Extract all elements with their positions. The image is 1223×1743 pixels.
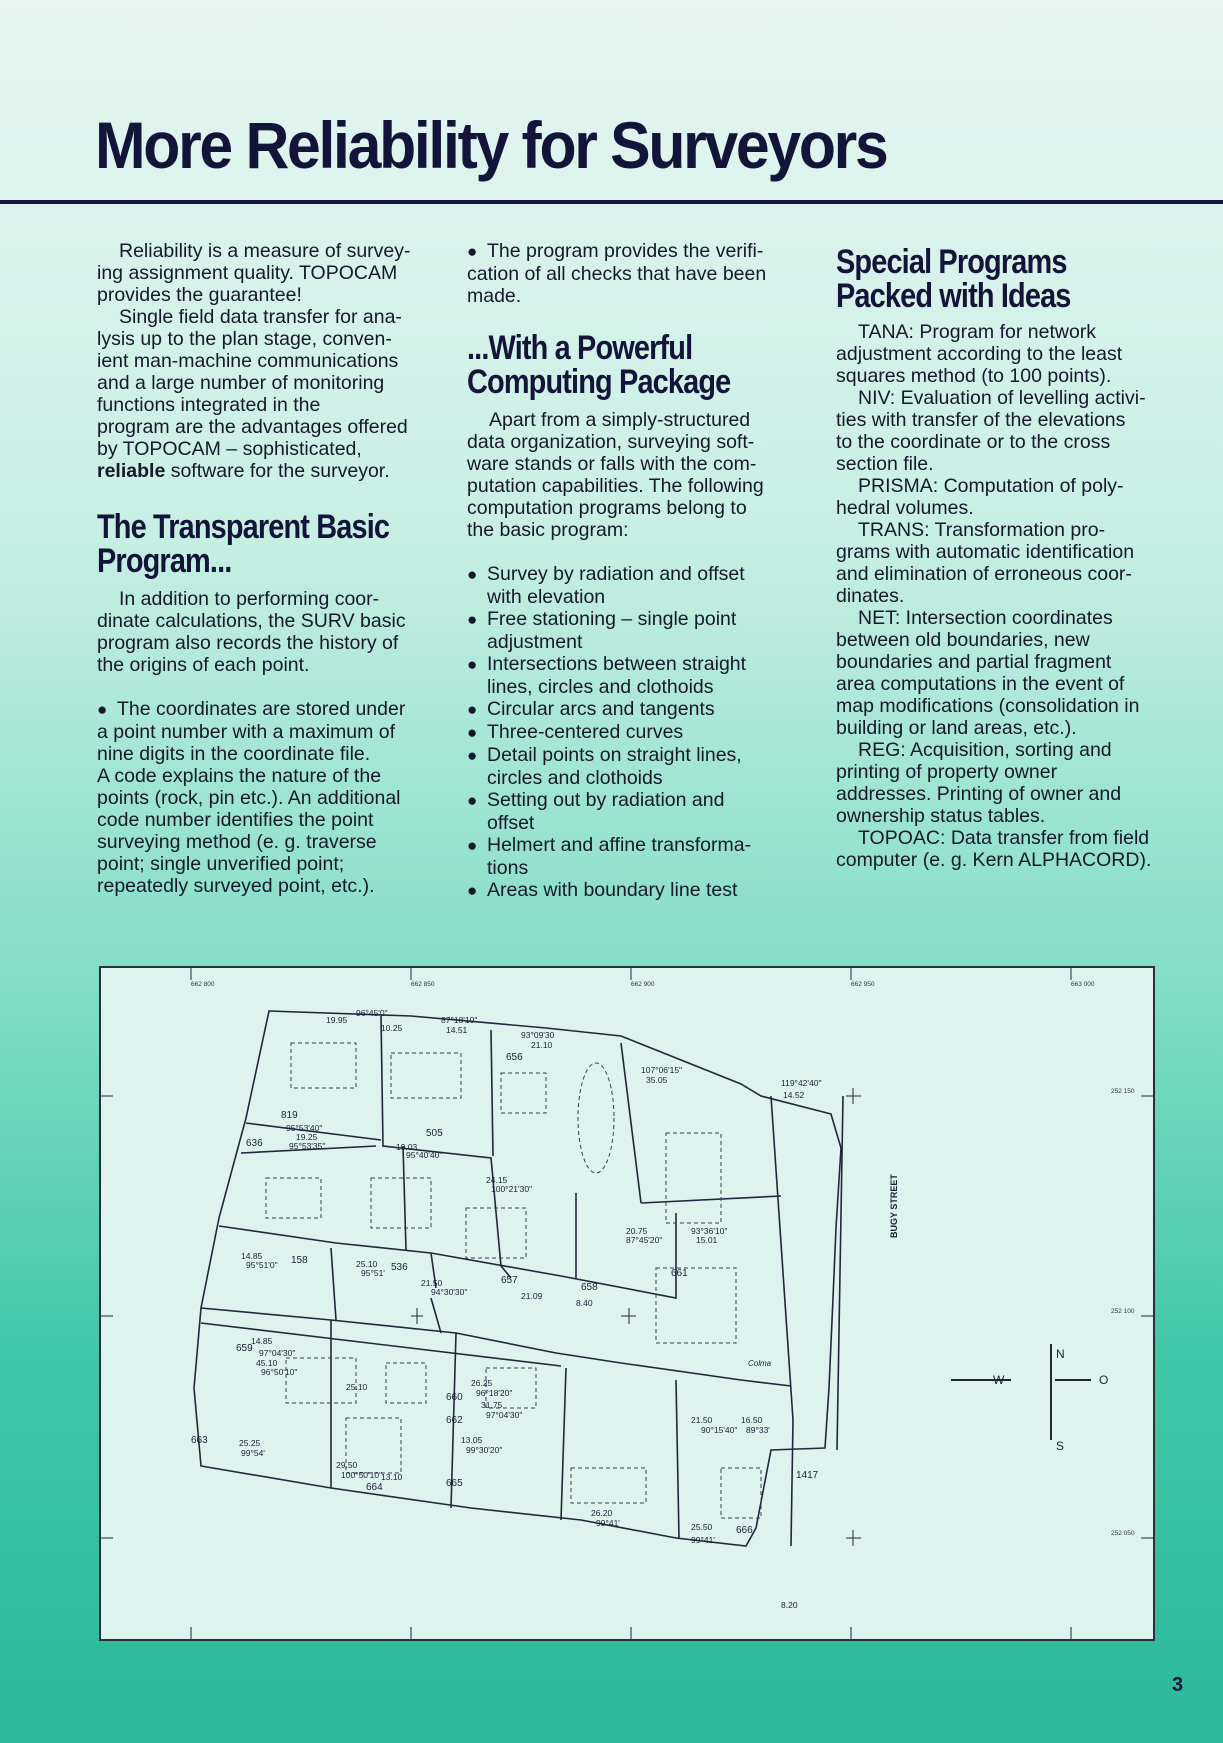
boundary-measure: 99°41' bbox=[691, 1535, 715, 1545]
boundary-measure: 94°30'30" bbox=[431, 1287, 468, 1297]
boundary-measure: 96°18'20" bbox=[476, 1388, 513, 1398]
page-number: 3 bbox=[1172, 1674, 1184, 1696]
parcel-number: 656 bbox=[506, 1052, 523, 1063]
intro-line: Reliability is a measure of survey- bbox=[119, 240, 411, 262]
parcel-number: 658 bbox=[581, 1282, 598, 1293]
boundary-measure: 25.10 bbox=[356, 1259, 378, 1269]
boundary-measure: 15.01 bbox=[696, 1235, 718, 1245]
bullet-icon bbox=[467, 879, 487, 902]
bullet-item bbox=[467, 563, 817, 586]
program-line: ownership status tables. bbox=[836, 805, 1046, 827]
body-line: functions integrated in the bbox=[97, 394, 321, 416]
body-line: made. bbox=[467, 285, 522, 307]
body-line: code number identifies the point bbox=[97, 809, 374, 831]
boundary-measure: 16.50 bbox=[741, 1415, 763, 1425]
map-drawing bbox=[101, 968, 1153, 1639]
bullet-text: adjustment bbox=[487, 631, 583, 653]
intro-line: ing assignment quality. TOPOCAM bbox=[97, 262, 398, 284]
program-line: area computations in the event of bbox=[836, 673, 1125, 695]
column-3 bbox=[836, 245, 1188, 871]
program-line: grams with automatic identification bbox=[836, 541, 1135, 563]
body-line: and a large number of monitoring bbox=[97, 372, 385, 394]
boundary-measure: 29.50 bbox=[336, 1460, 358, 1470]
bullet-continuation bbox=[467, 857, 817, 879]
body-line: dinate calculations, the SURV basic bbox=[97, 610, 406, 632]
body-line: nine digits in the coordinate file. bbox=[97, 743, 371, 765]
body-line: ware stands or falls with the com- bbox=[467, 453, 757, 475]
program-line: TANA: Program for network bbox=[858, 321, 1097, 343]
bullet-item bbox=[467, 834, 817, 857]
boundary-measure: 10.25 bbox=[381, 1023, 403, 1033]
program-line: TOPOAC: Data transfer from field bbox=[858, 827, 1150, 849]
boundary-measure: 45.10 bbox=[256, 1358, 278, 1368]
title-rule bbox=[0, 200, 1223, 204]
boundary-measure: 100°50'10" bbox=[341, 1470, 383, 1480]
compass-n: N bbox=[1056, 1347, 1065, 1361]
page-title: More Reliability for Surveyors bbox=[95, 108, 887, 182]
boundary-measure: 97°04'30" bbox=[259, 1348, 296, 1358]
column-1 bbox=[97, 240, 447, 897]
boundary-measure: 14.85 bbox=[251, 1336, 273, 1346]
bullet-text: Areas with boundary line test bbox=[487, 879, 738, 901]
body-line: program are the advantages offered bbox=[97, 416, 408, 438]
bullet-continuation bbox=[467, 767, 817, 789]
boundary-measure: 31.75 bbox=[481, 1400, 503, 1410]
boundary-measure: 21.50 bbox=[421, 1278, 443, 1288]
bullet-icon bbox=[467, 698, 487, 721]
bullet-icon bbox=[467, 676, 487, 698]
bullet-text: tions bbox=[487, 857, 529, 879]
boundary-measure: 25.25 bbox=[239, 1438, 261, 1448]
boundary-measure: 8.20 bbox=[781, 1600, 798, 1610]
boundary-measure: 25.10 bbox=[346, 1382, 368, 1392]
boundary-measure: 19.03 bbox=[396, 1142, 418, 1152]
body-line: computation programs belong to bbox=[467, 497, 747, 519]
bullet-text: Intersections between straight bbox=[487, 653, 747, 675]
parcel-number: 158 bbox=[291, 1255, 308, 1266]
bullet-text: lines, circles and clothoids bbox=[487, 676, 714, 698]
program-line: addresses. Printing of owner and bbox=[836, 783, 1122, 805]
boundary-measure: 96°50'10" bbox=[261, 1367, 298, 1377]
bullet-text: The program provides the verifi- bbox=[487, 240, 764, 262]
body-line: lysis up to the plan stage, conven- bbox=[97, 328, 392, 350]
boundary-measure: 99°41' bbox=[596, 1518, 620, 1528]
bullet-icon bbox=[467, 857, 487, 879]
program-line: TRANS: Transformation pro- bbox=[858, 519, 1106, 541]
section-heading: Computing Package bbox=[467, 363, 731, 401]
bullet-item bbox=[467, 653, 817, 676]
bullet-item bbox=[467, 744, 817, 767]
compass-w: W bbox=[993, 1373, 1005, 1387]
boundary-measure: 20.75 bbox=[626, 1226, 648, 1236]
boundary-measure: 95°51' bbox=[361, 1268, 385, 1278]
program-list bbox=[467, 563, 817, 902]
boundary-measure: 89°33' bbox=[746, 1425, 770, 1435]
bullet-text: Helmert and affine transforma- bbox=[487, 834, 752, 856]
boundary-measure: 19.25 bbox=[296, 1132, 318, 1142]
grid-coordinate: 662 950 bbox=[851, 981, 875, 988]
bullet-icon bbox=[467, 240, 487, 263]
bullet-text: Survey by radiation and offset bbox=[487, 563, 745, 585]
program-line: NET: Intersection coordinates bbox=[858, 607, 1113, 629]
bullet-icon bbox=[467, 767, 487, 789]
parcel-number: 1417 bbox=[796, 1470, 819, 1481]
program-line: adjustment according to the least bbox=[836, 343, 1123, 365]
parcel-number: 659 bbox=[236, 1343, 253, 1354]
bullet-item bbox=[467, 721, 817, 744]
boundary-measure: 8.40 bbox=[576, 1298, 593, 1308]
bullet-icon bbox=[467, 608, 487, 631]
program-line: PRISMA: Computation of poly- bbox=[858, 475, 1124, 497]
boundary-measure: 35.05 bbox=[646, 1075, 668, 1085]
program-descriptions bbox=[836, 321, 1188, 871]
program-line: computer (e. g. Kern ALPHACORD). bbox=[836, 849, 1152, 871]
parcel-number: 660 bbox=[446, 1392, 463, 1403]
boundary-measure: 97°04'30" bbox=[486, 1410, 523, 1420]
boundary-measure: 107°06'15" bbox=[641, 1065, 683, 1075]
program-line: and elimination of erroneous coor- bbox=[836, 563, 1132, 585]
body-line: point; single unverified point; bbox=[97, 853, 345, 875]
body-text: software for the surveyor. bbox=[165, 460, 390, 482]
bullet-item bbox=[467, 879, 817, 902]
body-line: the basic program: bbox=[467, 519, 629, 541]
parcel-number: 666 bbox=[736, 1525, 753, 1536]
parcel-number: 657 bbox=[501, 1275, 518, 1286]
boundary-measure: 26.25 bbox=[471, 1378, 493, 1388]
bullet-icon bbox=[467, 789, 487, 812]
boundary-measure: 100°21'30" bbox=[491, 1184, 533, 1194]
grid-coordinate: 662 900 bbox=[631, 981, 655, 988]
bullet-text: with elevation bbox=[487, 586, 606, 608]
boundary-measure: 14.85 bbox=[241, 1251, 263, 1261]
boundary-measure: 90°15'40" bbox=[701, 1425, 738, 1435]
grid-coordinate: 252 150 bbox=[1111, 1088, 1135, 1095]
column-2 bbox=[467, 240, 817, 902]
boundary-measure: 87°45'20" bbox=[626, 1235, 663, 1245]
compass-s: S bbox=[1056, 1439, 1065, 1453]
boundary-measure: 21.50 bbox=[691, 1415, 713, 1425]
bullet-icon bbox=[467, 631, 487, 653]
bullet-continuation bbox=[467, 586, 817, 608]
body-line: the origins of each point. bbox=[97, 654, 310, 676]
bullet-item bbox=[97, 698, 447, 721]
body-line: Single field data transfer for ana- bbox=[119, 306, 402, 328]
boundary-measure: 21.10 bbox=[531, 1040, 553, 1050]
bullet-text: Free stationing – single point bbox=[487, 608, 737, 630]
boundary-measure: 87°18'10" bbox=[441, 1015, 478, 1025]
grid-coordinate: 662 850 bbox=[411, 981, 435, 988]
boundary-measure: 13.10 bbox=[381, 1472, 403, 1482]
bullet-item bbox=[467, 698, 817, 721]
program-line: between old boundaries, new bbox=[836, 629, 1090, 651]
grid-coordinate: 252 100 bbox=[1111, 1308, 1135, 1315]
body-line: putation capabilities. The following bbox=[467, 475, 764, 497]
program-line: ties with transfer of the elevations bbox=[836, 409, 1126, 431]
parcel-number: 661 bbox=[671, 1268, 688, 1279]
program-line: boundaries and partial fragment bbox=[836, 651, 1112, 673]
grid-coordinate: 662 800 bbox=[191, 981, 215, 988]
parcel-number: 662 bbox=[446, 1415, 463, 1426]
bullet-item bbox=[467, 789, 817, 812]
parcel-number: 636 bbox=[246, 1138, 263, 1149]
boundary-measure: 96°45'0" bbox=[356, 1008, 388, 1018]
program-line: to the coordinate or to the cross bbox=[836, 431, 1111, 453]
boundary-measure: 99°30'20" bbox=[466, 1445, 503, 1455]
bullet-text: offset bbox=[487, 812, 535, 834]
section-heading: ...With a Powerful bbox=[467, 329, 693, 367]
program-line: printing of property owner bbox=[836, 761, 1058, 783]
boundary-measure: 14.51 bbox=[446, 1025, 468, 1035]
boundary-measure: 95°51'0" bbox=[246, 1260, 278, 1270]
parcel-number: 664 bbox=[366, 1482, 383, 1493]
boundary-measure: 14.52 bbox=[783, 1090, 805, 1100]
parcel-number: 505 bbox=[426, 1128, 443, 1139]
intro-line: provides the guarantee! bbox=[97, 284, 302, 306]
section-heading: Special Programs bbox=[836, 243, 1067, 281]
body-line: points (rock, pin etc.). An additional bbox=[97, 787, 401, 809]
body-line: repeatedly surveyed point, etc.). bbox=[97, 875, 375, 897]
bullet-text: Three-centered curves bbox=[487, 721, 684, 743]
program-line: NIV: Evaluation of levelling activi- bbox=[858, 387, 1146, 409]
bold-word: reliable bbox=[97, 460, 166, 482]
program-line: REG: Acquisition, sorting and bbox=[858, 739, 1112, 761]
boundary-measure: 25.50 bbox=[691, 1522, 713, 1532]
program-line: hedral volumes. bbox=[836, 497, 974, 519]
body-line: program also records the history of bbox=[97, 632, 399, 654]
body-line: cation of all checks that have been bbox=[467, 263, 767, 285]
body-line: ient man-machine communications bbox=[97, 350, 399, 372]
parcel-number: 536 bbox=[391, 1262, 408, 1273]
compass-e: O bbox=[1099, 1373, 1109, 1387]
parcel-number: 665 bbox=[446, 1478, 463, 1489]
program-line: section file. bbox=[836, 453, 934, 475]
boundary-measure: 26.20 bbox=[591, 1508, 613, 1518]
bullet-icon bbox=[467, 721, 487, 744]
bullet-text: Setting out by radiation and bbox=[487, 789, 725, 811]
bullet-text: Circular arcs and tangents bbox=[487, 698, 715, 720]
section-heading: Program... bbox=[97, 542, 232, 580]
section-heading: Packed with Ideas bbox=[836, 277, 1071, 315]
boundary-measure: 93°36'10" bbox=[691, 1226, 728, 1236]
body-line: surveying method (e. g. traverse bbox=[97, 831, 377, 853]
bullet-icon bbox=[467, 834, 487, 857]
program-line: map modifications (consolidation in bbox=[836, 695, 1140, 717]
bullet-text: circles and clothoids bbox=[487, 767, 663, 789]
boundary-measure: 119°42'40" bbox=[781, 1078, 822, 1088]
house-label: Colma bbox=[748, 1359, 772, 1368]
parcel-number: 663 bbox=[191, 1435, 208, 1446]
street-label: BUGY STREET bbox=[889, 1174, 899, 1238]
bullet-icon bbox=[467, 563, 487, 586]
boundary-measure: 21.09 bbox=[521, 1291, 543, 1301]
bullet-icon bbox=[467, 744, 487, 767]
body-line bbox=[97, 460, 447, 482]
parcel-number: 819 bbox=[281, 1110, 298, 1121]
boundary-measure: 95°40'40" bbox=[406, 1150, 443, 1160]
bullet-continuation bbox=[467, 812, 817, 834]
bullet-item bbox=[467, 240, 817, 263]
section-heading: The Transparent Basic bbox=[97, 508, 390, 546]
bullet-item bbox=[467, 608, 817, 631]
body-line: a point number with a maximum of bbox=[97, 721, 396, 743]
boundary-measure: 95°53'40" bbox=[286, 1123, 323, 1133]
body-line: data organization, surveying soft- bbox=[467, 431, 755, 453]
boundary-measure: 13.05 bbox=[461, 1435, 483, 1445]
bullet-icon bbox=[97, 698, 117, 721]
bullet-text: The coordinates are stored under bbox=[117, 698, 406, 720]
program-line: squares method (to 100 points). bbox=[836, 365, 1112, 387]
body-line: by TOPOCAM – sophisticated, bbox=[97, 438, 362, 460]
body-line: In addition to performing coor- bbox=[119, 588, 380, 610]
body-line: A code explains the nature of the bbox=[97, 765, 382, 787]
bullet-continuation bbox=[467, 631, 817, 653]
boundary-measure: 19.95 bbox=[326, 1015, 348, 1025]
bullet-icon bbox=[467, 653, 487, 676]
bullet-continuation bbox=[467, 676, 817, 698]
grid-coordinate: 663 000 bbox=[1071, 981, 1095, 988]
grid-coordinate: 252 050 bbox=[1111, 1530, 1135, 1537]
program-line: dinates. bbox=[836, 585, 905, 607]
boundary-measure: 95°53'35" bbox=[289, 1141, 326, 1151]
program-line: building or land areas, etc.). bbox=[836, 717, 1077, 739]
bullet-icon bbox=[467, 586, 487, 608]
bullet-text: Detail points on straight lines, bbox=[487, 744, 742, 766]
bullet-icon bbox=[467, 812, 487, 834]
boundary-measure: 99°54' bbox=[241, 1448, 265, 1458]
body-line: Apart from a simply-structured bbox=[489, 409, 751, 431]
boundary-measure: 24.15 bbox=[486, 1175, 508, 1185]
cadastral-map bbox=[99, 966, 1155, 1641]
boundary-measure: 93°09'30 bbox=[521, 1030, 555, 1040]
